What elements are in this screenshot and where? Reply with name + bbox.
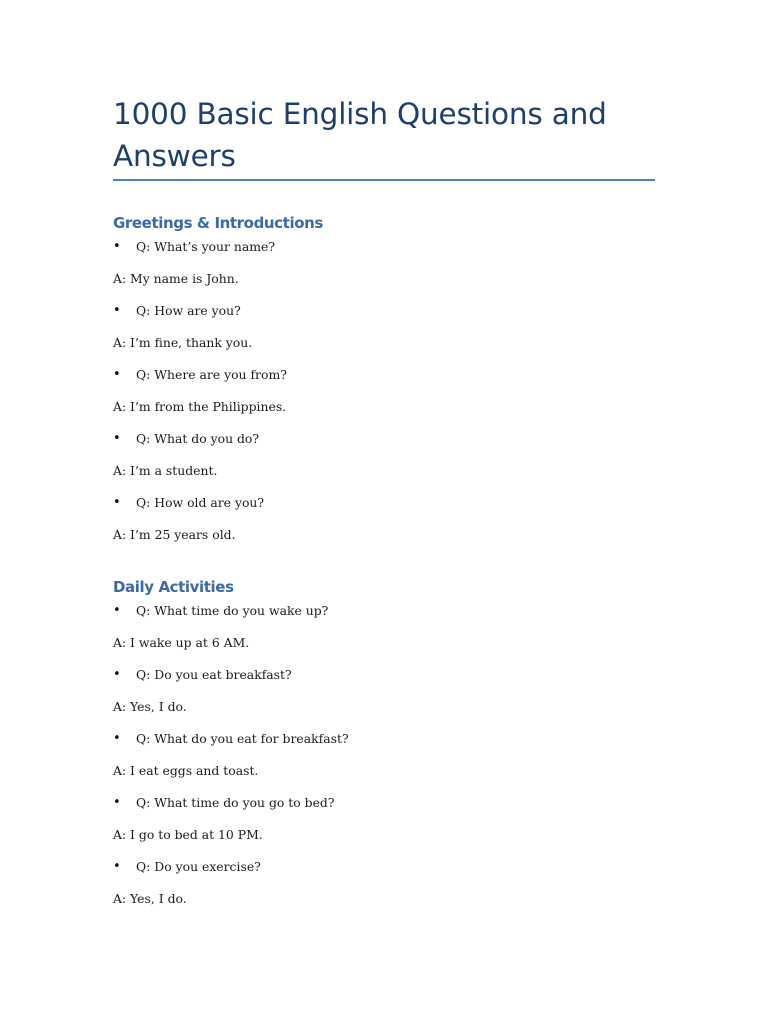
- bullet-icon: •: [113, 303, 121, 318]
- question-text: Q: What do you do?: [136, 431, 260, 446]
- answer-text: A: Yes, I do.: [113, 891, 187, 906]
- title-underline: [113, 179, 655, 181]
- answer-text: A: I’m fine, thank you.: [113, 335, 253, 350]
- answer-text: A: I eat eggs and toast.: [113, 763, 259, 778]
- section-heading-greetings: Greetings & Introductions: [113, 214, 323, 232]
- answer-text: A: I’m a student.: [113, 463, 218, 478]
- question-text: Q: Do you eat breakfast?: [136, 667, 292, 682]
- question-text: Q: What do you eat for breakfast?: [136, 731, 349, 746]
- question-text: Q: How old are you?: [136, 495, 265, 510]
- document-title: 1000 Basic English Questions and Answers: [113, 97, 607, 173]
- answer-text: A: I go to bed at 10 PM.: [113, 827, 263, 842]
- bullet-icon: •: [113, 667, 121, 682]
- bullet-icon: •: [113, 859, 121, 874]
- answer-text: A: I wake up at 6 AM.: [113, 635, 250, 650]
- question-text: Q: Where are you from?: [136, 367, 287, 382]
- answer-text: A: I’m 25 years old.: [113, 527, 236, 542]
- question-text: Q: What time do you go to bed?: [136, 795, 335, 810]
- bullet-icon: •: [113, 431, 121, 446]
- bullet-icon: •: [113, 603, 121, 618]
- bullet-icon: •: [113, 367, 121, 382]
- bullet-icon: •: [113, 731, 121, 746]
- question-text: Q: What’s your name?: [136, 239, 275, 254]
- question-text: Q: What time do you wake up?: [136, 603, 329, 618]
- answer-text: A: I’m from the Philippines.: [113, 399, 287, 414]
- answer-text: A: Yes, I do.: [113, 699, 187, 714]
- question-text: Q: How are you?: [136, 303, 241, 318]
- answer-text: A: My name is John.: [113, 271, 239, 286]
- bullet-icon: •: [113, 795, 121, 810]
- bullet-icon: •: [113, 239, 121, 254]
- question-text: Q: Do you exercise?: [136, 859, 261, 874]
- section-heading-daily-activities: Daily Activities: [113, 578, 234, 596]
- bullet-icon: •: [113, 495, 121, 510]
